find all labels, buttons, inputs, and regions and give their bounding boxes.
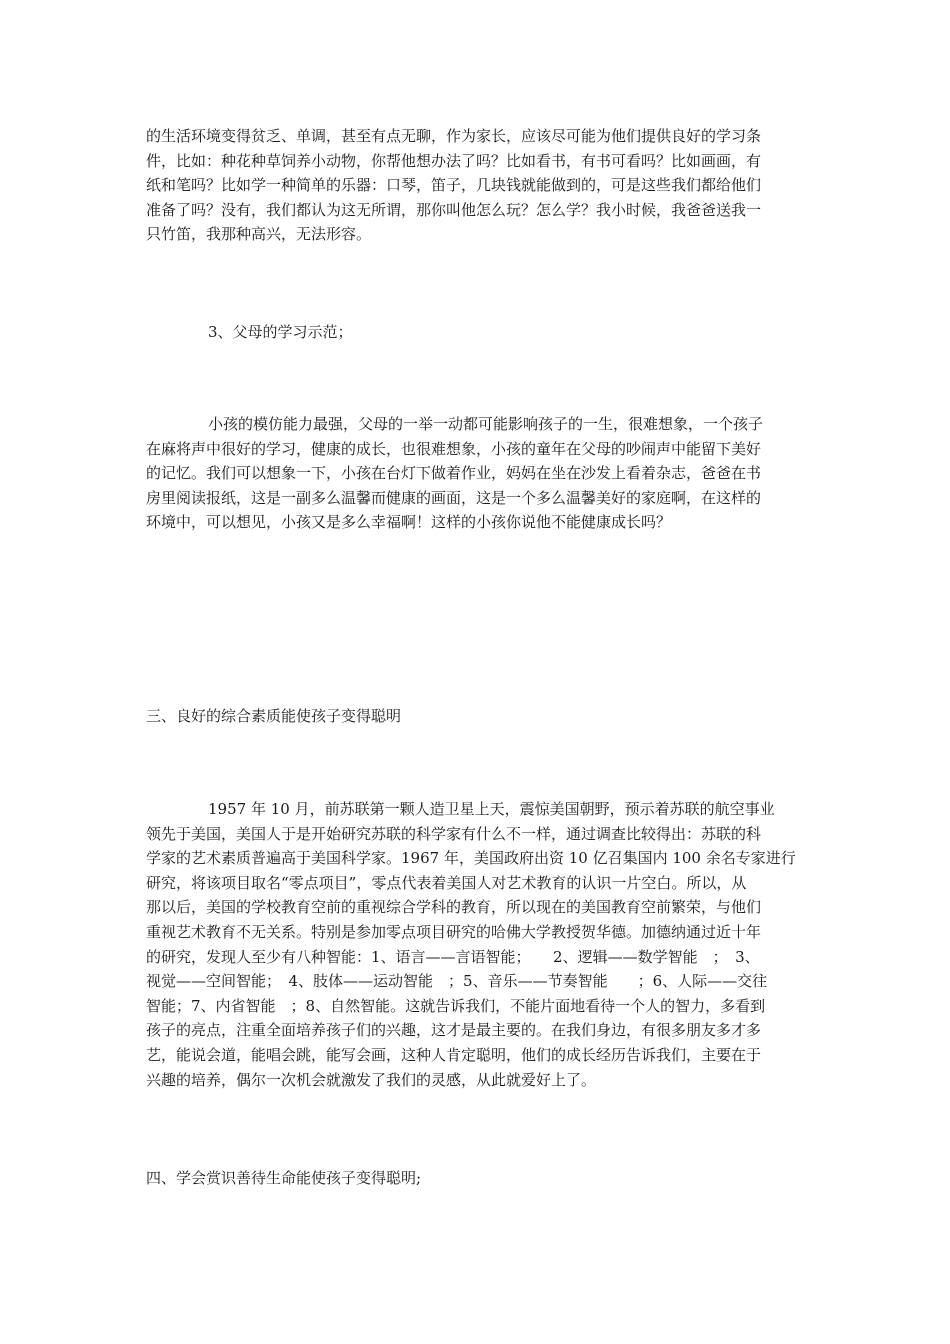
paragraph-imitation	[146, 412, 806, 535]
text-line: 1957 年 10 月，前苏联第一颗人造卫星上天，震惊美国朝野，预示着苏联的航空事业	[208, 800, 775, 818]
text-line: 学家的艺术素质普遍高于美国科学家。1967 年，美国政府出资 10 亿召集国内 100 余名专家进行	[146, 849, 796, 868]
text-line: 只竹笛，我那种高兴，无法形容。	[146, 225, 372, 244]
text-line: 纸和笔吗？比如学一种简单的乐器：口琴，笛子，几块钱就能做到的，可是这些我们都给他们	[146, 176, 762, 195]
text-line: 的生活环境变得贫乏、单调，甚至有点无聊，作为家长，应该尽可能为他们提供良好的学习条	[146, 127, 762, 145]
text-line: 智能；7、内省智能 ；8、自然智能。这就告诉我们，不能片面地看待一个人的智力，多看到	[146, 996, 766, 1015]
paragraph-zero-project	[146, 797, 806, 1092]
text-line: 研究，将该项目取名“零点项目”，零点代表着美国人对艺术教育的认识一片空白。所以，从	[146, 873, 747, 892]
text-line: 件，比如：种花种草饲养小动物，你帮他想办法了吗？比如看书，有书可看吗？比如画画，有	[146, 151, 762, 170]
text-line: 准备了吗？没有，我们都认为这无所谓，那你叫他怎么玩？怎么学？我小时候，我爸爸送我一	[146, 200, 762, 219]
text-line: 孩子的亮点，注重全面培养孩子们的兴趣，这才是最主要的。在我们身边，有很多朋友多才多	[146, 1021, 762, 1040]
text-line: 小孩的模仿能力最强，父母的一举一动都可能影响孩子的一生，很难想象，一个孩子	[208, 415, 764, 433]
text-line: 重视艺术教育不无关系。特别是参加零点项目研究的哈佛大学教授贺华德。加德纳通过近十年	[146, 922, 762, 941]
text-line: 在麻将声中很好的学习，健康的成长，也很难想象，小孩的童年在父母的吵闹声中能留下美好	[146, 439, 762, 458]
text-line: 房里阅读报纸，这是一副多么温馨而健康的画面，这是一个多么温馨美好的家庭啊，在这样的	[146, 488, 762, 507]
subheading-parent-learning-example: 3、父母的学习示范；	[208, 323, 353, 341]
section-heading-three: 三、良好的综合素质能使孩子变得聪明	[146, 707, 402, 725]
text-line: 艺，能说会道，能唱会跳，能写会画，这种人肯定聪明，他们的成长经历告诉我们，主要在于	[146, 1045, 762, 1064]
section-heading-four: 四、学会赏识善待生命能使孩子变得聪明;	[146, 1169, 422, 1187]
text-line: 视觉——空间智能； 4、肢体——运动智能 ；5、音乐——节奏智能 ；6、人际——交往	[146, 972, 768, 991]
text-line: 的记忆。我们可以想象一下，小孩在台灯下做着作业，妈妈在坐在沙发上看着杂志，爸爸在书	[146, 464, 762, 483]
text-line: 环境中，可以想见，小孩又是多么幸福啊！这样的小孩你说他不能健康成长吗？	[146, 513, 672, 532]
text-line: 领先于美国，美国人于是开始研究苏联的科学家有什么不一样，通过调查比较得出：苏联的科	[146, 824, 762, 843]
text-line: 兴趣的培养，偶尔一次机会就激发了我们的灵感，从此就爱好上了。	[146, 1070, 597, 1089]
text-line: 的研究，发现人至少有八种智能：1、语言——言语智能； 2、逻辑——数学智能 ； 3、	[146, 947, 760, 966]
text-line: 那以后，美国的学校教育空前的重视综合学科的教育，所以现在的美国教育空前繁荣，与他们	[146, 898, 762, 917]
paragraph-living-environment	[146, 124, 806, 247]
